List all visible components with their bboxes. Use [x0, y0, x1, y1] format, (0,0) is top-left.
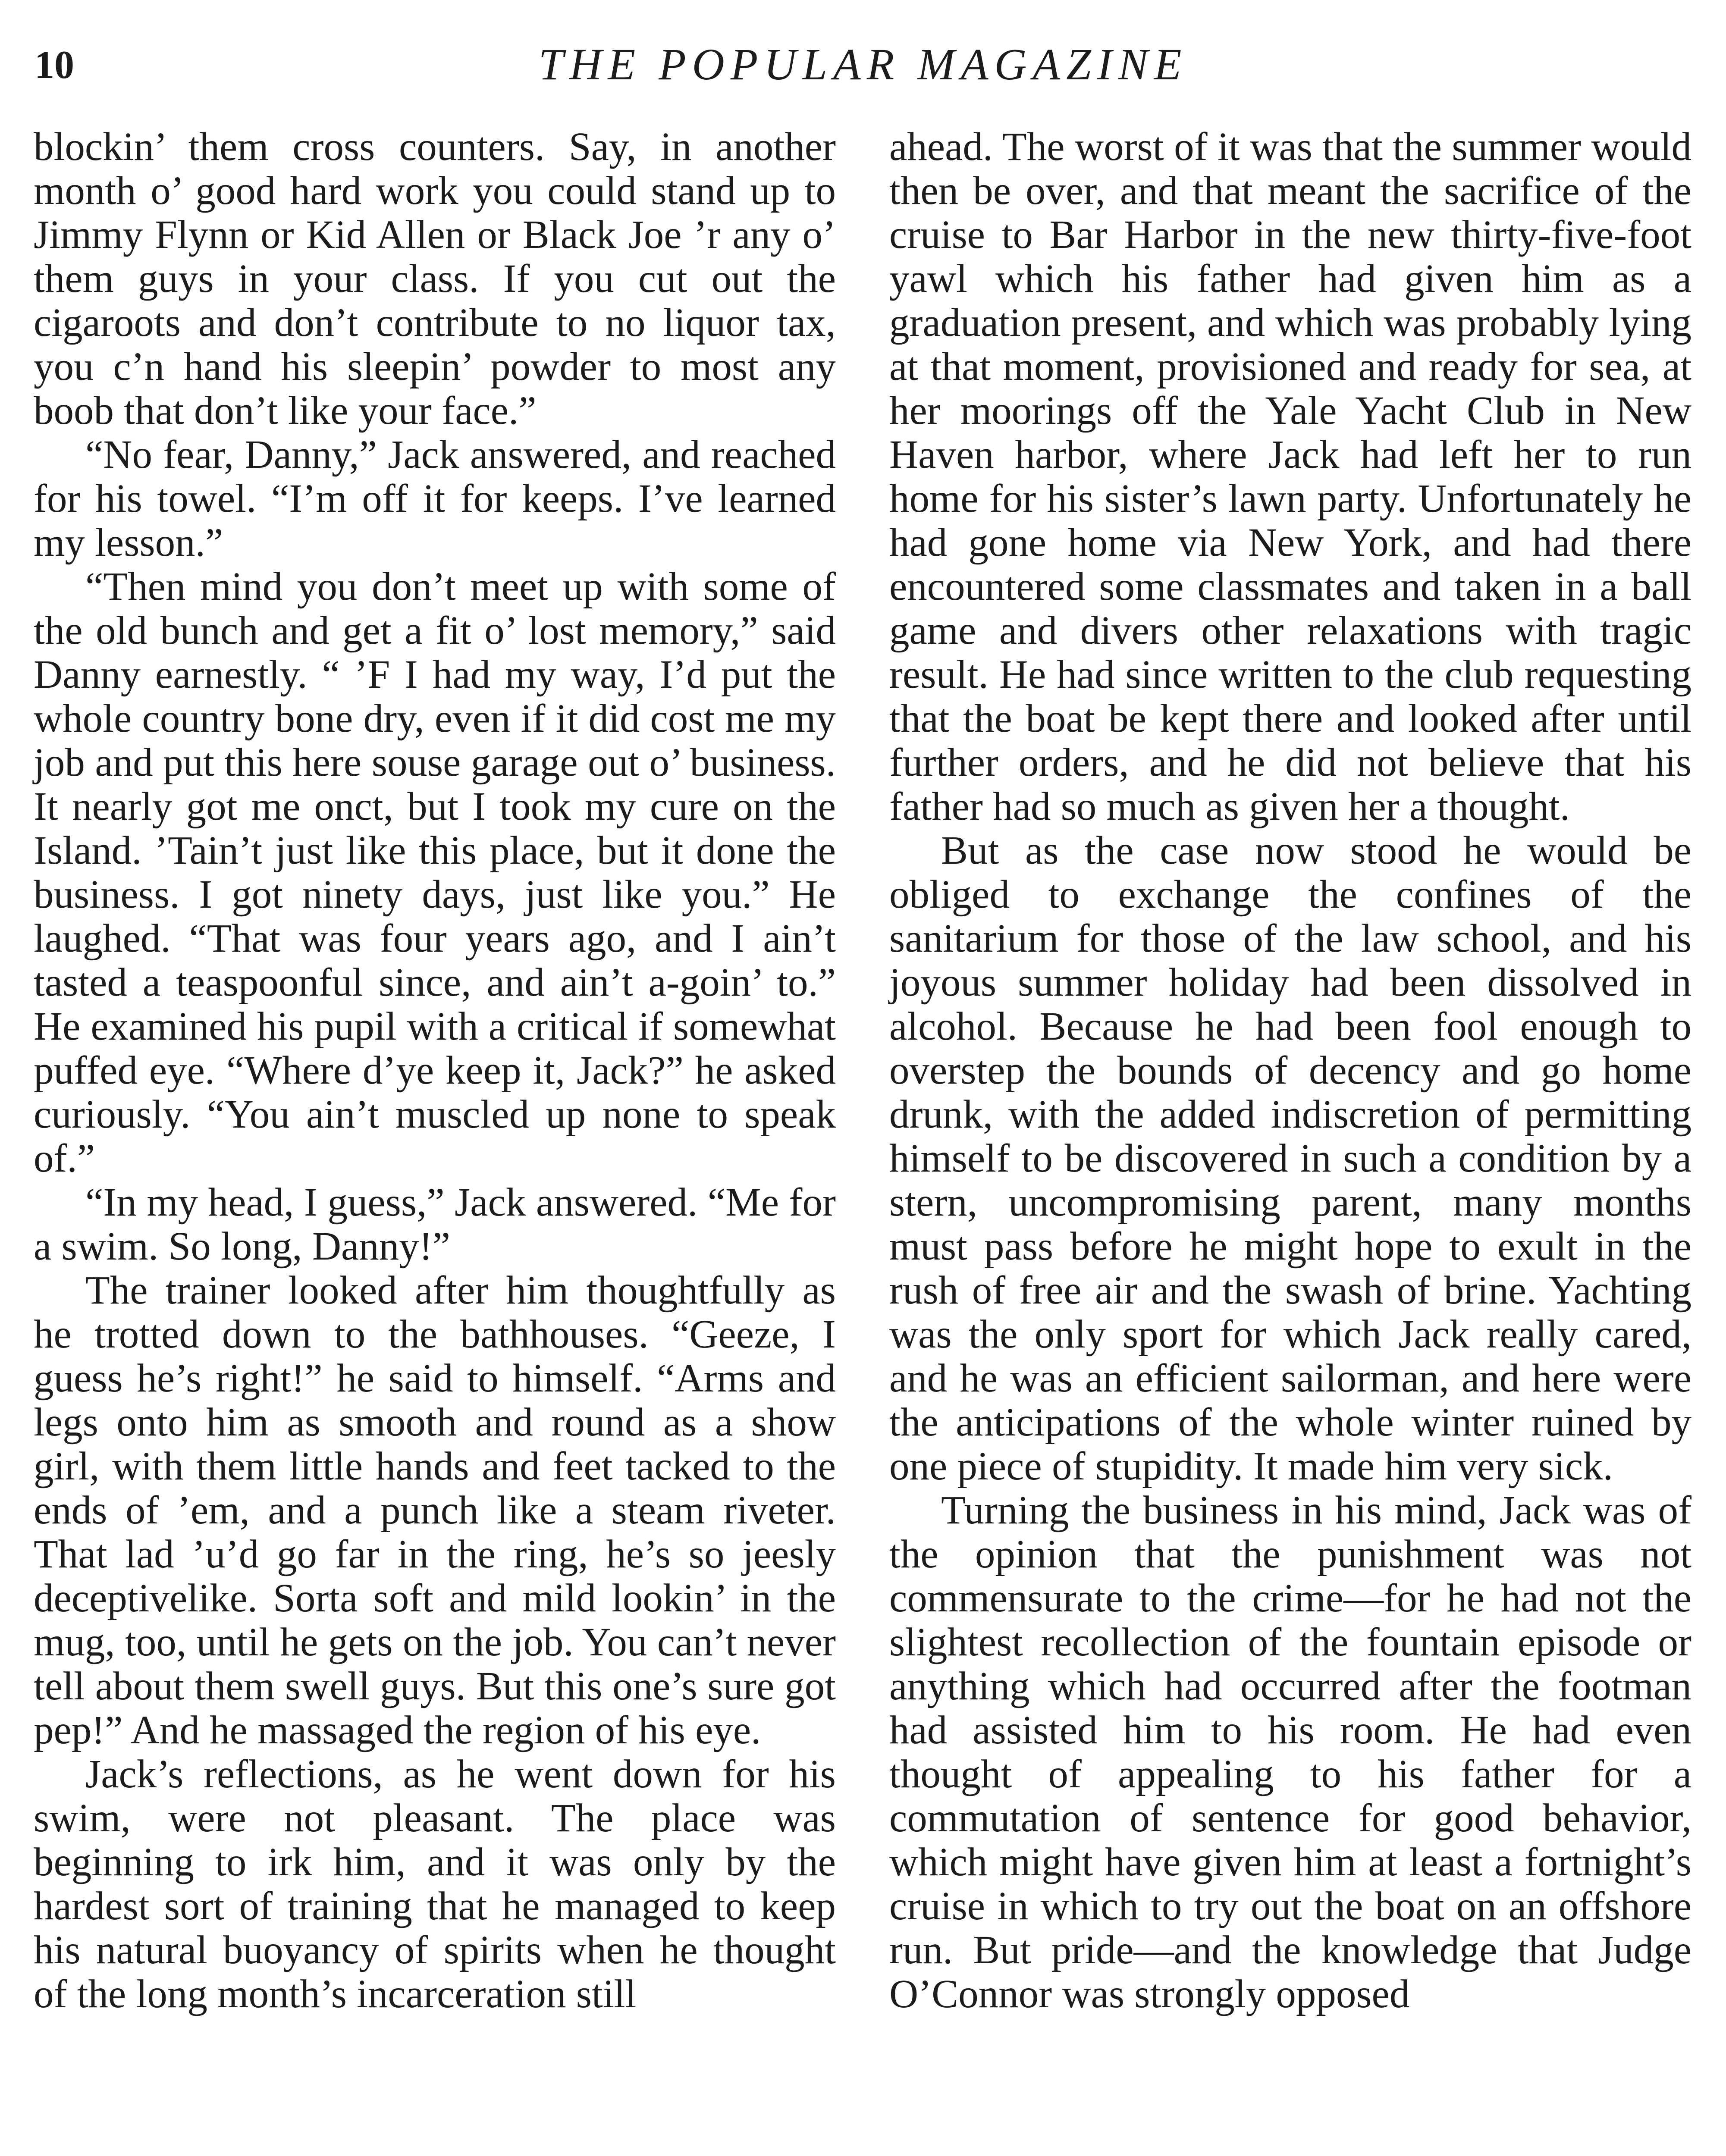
magazine-title: THE POPULAR MAGAZINE: [538, 40, 1188, 89]
page-header: [35, 30, 1691, 99]
paragraph: ahead. The worst of it was that the summer would then be over, and that meant the sacrifice of the cruise to Bar Harbor in the new thirty-five-foot yawl which his father had given him as a graduation present, and which was probably lying at that moment, provisioned and ready for sea, at her moorings off the Yale Yacht Club in New Haven harbor, where Jack had left her to run home for his sister’s lawn party. Unfortunately he had gone home via New York, and had there encountered some classmates and taken in a ball game and divers other relaxations with tragic result. He had since written to the club requesting that the boat be kept there and looked after until further orders, and he did not believe that his father had so much as given her a thought.: [889, 125, 1691, 829]
right-column: [889, 125, 1691, 2016]
paragraph: The trainer looked after him thoughtfully as he trotted down to the bathhouses. “Geeze, I guess he’s right!” he said to himself. “Arms and legs onto him as smooth and round as a show girl, with them little hands and feet tacked to the ends of ’em, and a punch like a steam riveter. That lad ’u’d go far in the ring, he’s so jeesly deceptivelike. Sorta soft and mild lookin’ in the mug, too, until he gets on the job. You can’t never tell about them swell guys. But this one’s sure got pep!” And he massaged the region of his eye.: [34, 1268, 836, 1752]
paragraph: Jack’s reflections, as he went down for his swim, were not pleasant. The place was beginning to irk him, and it was only by the hardest sort of training that he managed to keep his natural buoyancy of spirits when he thought of the long month’s incarceration still: [34, 1752, 836, 2016]
paragraph: “No fear, Danny,” Jack answered, and reached for his towel. “I’m off it for keeps. I’ve learned my lesson.”: [34, 432, 836, 565]
paragraph: “In my head, I guess,” Jack answered. “Me for a swim. So long, Danny!”: [34, 1180, 836, 1269]
paragraph: “Then mind you don’t meet up with some of the old bunch and get a fit o’ lost memory,” said Danny earnestly. “ ’F I had my way, I’d put the whole country bone dry, even if it did cost me my job and put this here souse garage out o’ business. It nearly got me onct, but I took my cure on the Island. ’Tain’t just like this place, but it done the business. I got ninety days, just like you.” He laughed. “That was four years ago, and I ain’t tasted a teaspoonful since, and ain’t a-goin’ to.” He examined his pupil with a critical if somewhat puffed eye. “Where d’ye keep it, Jack?” he asked curiously. “You ain’t muscled up none to speak of.”: [34, 564, 836, 1181]
paragraph: But as the case now stood he would be obliged to exchange the confines of the sanitarium for those of the law school, and his joyous summer holiday had been dissolved in alcohol. Because he had been fool enough to overstep the bounds of decency and go home drunk, with the added indiscretion of permitting himself to be discovered in such a condition by a stern, uncompromising parent, many months must pass before he might hope to exult in the rush of free air and the swash of brine. Yachting was the only sport for which Jack really cared, and he was an efficient sailorman, and here were the anticipations of the whole winter ruined by one piece of stupidity. It made him very sick.: [889, 828, 1691, 1489]
paragraph: Turning the business in his mind, Jack was of the opinion that the punishment was not commensurate to the crime—for he had not the slightest recollection of the fountain episode or anything which had occurred after the footman had assisted him to his room. He had even thought of appealing to his father for a commutation of sentence for good behavior, which might have given him at least a fortnight’s cruise in which to try out the boat on an offshore run. But pride—and the knowledge that Judge O’Connor was strongly opposed: [889, 1488, 1691, 2016]
left-column: [34, 125, 836, 2016]
page-number: 10: [35, 43, 74, 87]
paragraph: blockin’ them cross counters. Say, in another month o’ good hard work you could stand up to Jimmy Flynn or Kid Allen or Black Joe ’r any o’ them guys in your class. If you cut out the cigaroots and don’t contribute to no liquor tax, you c’n hand his sleepin’ powder to most any boob that don’t like your face.”: [34, 125, 836, 433]
